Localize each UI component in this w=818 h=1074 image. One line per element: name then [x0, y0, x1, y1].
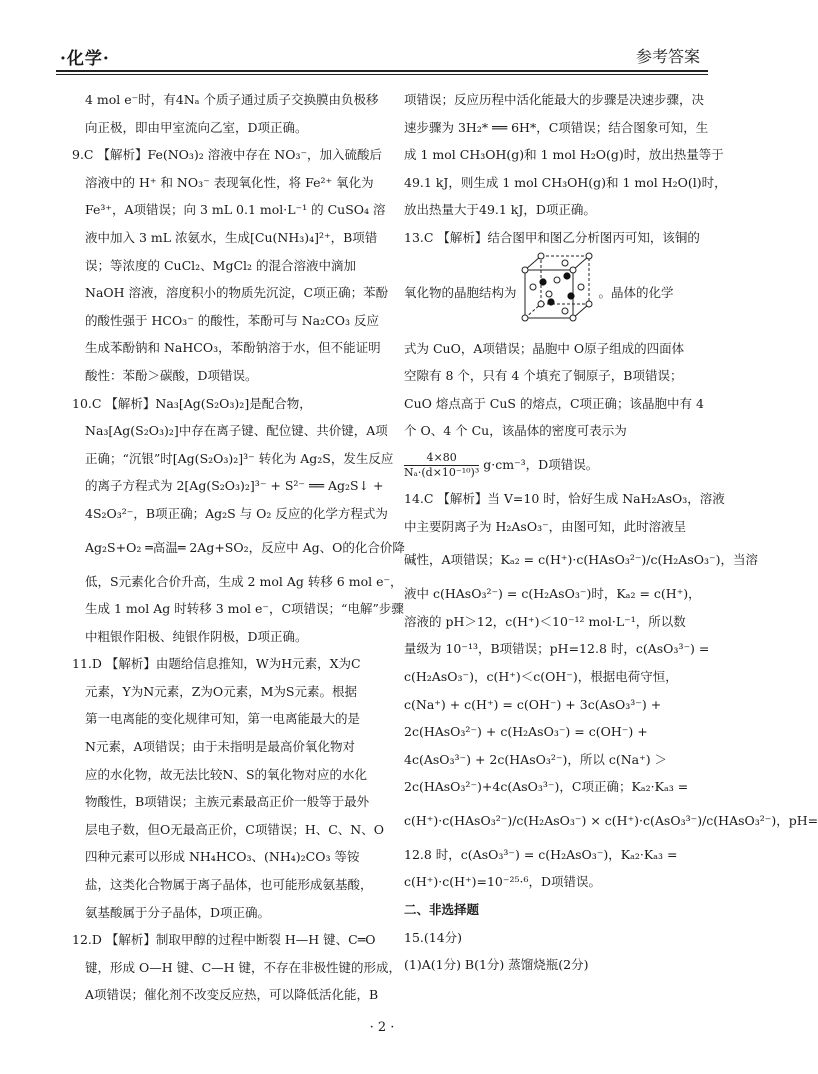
crystal-line [404, 252, 708, 335]
header-rule-thin [56, 74, 708, 75]
text-line: A项错误；催化剂不改变反应热，可以降低活化能，B [85, 987, 379, 1003]
text-line: 10.C 【解析】Na₃[Ag(S₂O₃)₂]是配合物， [72, 395, 312, 411]
text-line: Fe³⁺，A项错误；向 3 mL 0.1 mol·L⁻¹ 的 CuSO₄ 溶 [85, 202, 386, 218]
text-line: c(H⁺)·c(HAsO₃²⁻)/c(H₂AsO₃⁻) × c(H⁺)·c(AsO₃³⁻)/c(HAsO₃²⁻)，pH= [404, 812, 818, 828]
crystal-text-before: 氧化物的晶胞结构为 [404, 284, 517, 300]
text-line: 溶液的 pH＞12，c(H⁺)＜10⁻¹² mol·L⁻¹，所以数 [404, 613, 686, 629]
text-line: 盐，这类化合物属于离子晶体，也可能形成氨基酸， [85, 877, 373, 893]
text-line: 溶液中的 H⁺ 和 NO₃⁻ 表现氧化性，将 Fe²⁺ 氧化为 [85, 174, 374, 190]
text-line: 生成苯酚钠和 NaHCO₃，苯酚钠溶于水，但不能证明 [85, 340, 381, 356]
density-denominator: Nₐ·(d×10⁻¹⁰)³ [404, 465, 480, 479]
text-line: 低，S元素化合价升高，生成 2 mol Ag 转移 6 mol e⁻， [85, 573, 403, 589]
crystal-cell-figure [521, 252, 595, 335]
text-line: 11.D 【解析】由题给信息推知，W为H元素，X为C [72, 656, 361, 672]
page-number: · 2 · [369, 1020, 395, 1035]
text-line: 空隙有 8 个，只有 4 个填充了铜原子，B项错误； [404, 368, 683, 384]
text-line: 向正极，即由甲室流向乙室，D项正确。 [85, 119, 308, 135]
text-line: 键，形成 O—H 键、C—H 键，不存在非极性键的形成， [85, 959, 402, 975]
text-line: 第一电离能的变化规律可知，第一电离能最大的是 [85, 711, 361, 727]
text-line: 四种元素可以形成 NH₄HCO₃、(NH₄)₂CO₃ 等铵 [85, 849, 360, 865]
text-line: 层电子数，但O无最高正价，C项错误；H、C、N、O [85, 821, 384, 837]
text-line: 项错误；反应历程中活化能最大的步骤是决速步骤，决 [404, 92, 705, 107]
text-line: (1)A(1分) B(1分) 蒸馏烧瓶(2分) [404, 957, 589, 973]
text-line: CuO 熔点高于 CuS 的熔点，C项正确；该晶胞中有 4 [404, 395, 704, 411]
text-line: 的离子方程式为 2[Ag(S₂O₃)₂]³⁻ + S²⁻ ══ Ag₂S↓ + [85, 478, 384, 494]
text-line: c(Na⁺) + c(H⁺) = c(OH⁻) + 3c(AsO₃³⁻) + [404, 696, 662, 712]
right-column [404, 86, 818, 979]
text-line: 4c(AsO₃³⁻) + 2c(HAsO₃²⁻)，所以 c(Na⁺) ＞ [404, 751, 668, 767]
text-line: NaOH 溶液，溶度积小的物质先沉淀，C项正确；苯酚 [85, 285, 389, 301]
text-line: 液中 c(HAsO₃²⁻) = c(H₂AsO₃⁻)时，Kₐ₂ = c(H⁺)， [404, 586, 701, 602]
density-formula [404, 445, 708, 485]
text-line: 物酸性，B项错误；主族元素最高正价一般等于最外 [85, 794, 370, 810]
text-line: 酸性：苯酚＞碳酸，D项错误。 [85, 367, 258, 383]
page-header-title: 参考答案 [635, 47, 700, 66]
text-line: 9.C 【解析】Fe(NO₃)₂ 溶液中存在 NO₃⁻，加入硫酸后 [72, 147, 383, 163]
text-line: Ag₂S+O₂ ═高温═ 2Ag+SO₂，反应中 Ag、O的化合价降 [85, 539, 405, 555]
text-line: 液中加入 3 mL 浓氨水，生成[Cu(NH₃)₄]²⁺，B项错 [85, 229, 378, 245]
text-line: 速步骤为 3H₂* ══ 6H*，C项错误；结合图象可知，生 [404, 119, 709, 135]
text-line: 二、非选择题 [404, 902, 480, 918]
density-tail: g·cm⁻³，D项错误。 [483, 456, 599, 472]
header-rule [56, 70, 708, 72]
text-line: N元素，A项错误；由于未指明是最高价氧化物对 [85, 739, 355, 755]
text-line: 正确；“沉银”时[Ag(S₂O₃)₂]³⁻ 转化为 Ag₂S，发生反应 [85, 450, 394, 466]
text-line: c(H₂AsO₃⁻)，c(H⁺)＜c(OH⁻)，根据电荷守恒， [404, 668, 678, 684]
text-line: 氨基酸属于分子晶体，D项正确。 [85, 904, 271, 920]
text-line: 生成 1 mol Ag 时转移 3 mol e⁻，C项错误；“电解”步骤 [85, 601, 404, 617]
text-line: 4 mol e⁻时，有4Nₐ 个质子通过质子交换膜由负极移 [85, 92, 379, 107]
text-line: c(H⁺)·c(H⁺)=10⁻²⁵·⁶，D项错误。 [404, 874, 601, 890]
crystal-text-after: 。晶体的化学 [598, 284, 674, 300]
text-line: 碱性，A项错误；Kₐ₂ = c(H⁺)·c(HAsO₃²⁻)/c(H₂AsO₃⁻)，当溶 [404, 552, 758, 568]
text-line: 放出热量大于49.1 kJ，D项正确。 [404, 202, 596, 218]
text-line: 误；等浓度的 CuCl₂、MgCl₂ 的混合溶液中滴加 [85, 257, 357, 273]
text-line: 中粗银作阳极、纯银作阴极，D项正确。 [85, 628, 308, 644]
text-line: 12.8 时，c(AsO₃³⁻) = c(H₂AsO₃⁻)，Kₐ₂·Kₐ₃ = [404, 846, 678, 862]
text-line: 4S₂O₃²⁻，B项正确；Ag₂S 与 O₂ 反应的化学方程式为 [85, 505, 388, 521]
text-line: 2c(HAsO₃²⁻)+4c(AsO₃³⁻)，C项正确；Kₐ₂·Kₐ₃ = [404, 779, 689, 795]
left-column [60, 86, 405, 1009]
text-line: 14.C 【解析】当 V=10 时，恰好生成 NaH₂AsO₃，溶液 [404, 490, 725, 506]
text-line: 的酸性强于 HCO₃⁻ 的酸性，苯酚可与 Na₂CO₃ 反应 [85, 312, 379, 328]
text-line: 个 O、4 个 Cu，该晶体的密度可表示为 [404, 423, 627, 439]
text-line: 12.D 【解析】制取甲醇的过程中断裂 H—H 键、C═O [72, 932, 376, 948]
subject-label: ·化学· [60, 49, 110, 69]
text-line: 2c(HAsO₃²⁻) + c(H₂AsO₃⁻) = c(OH⁻) + [404, 724, 648, 740]
text-line: 元素，Y为N元素，Z为O元素，M为S元素。根据 [85, 683, 357, 699]
density-fraction [404, 451, 479, 480]
text-line: 式为 CuO，A项错误；晶胞中 O原子组成的四面体 [404, 340, 685, 356]
text-line: 应的水化物，故无法比较N、S的氧化物对应的水化 [85, 766, 368, 782]
text-line: 成 1 mol CH₃OH(g)和 1 mol H₂O(g)时，放出热量等于 [404, 147, 724, 163]
text-line: 中主要阴离子为 H₂AsO₃⁻，由图可知，此时溶液呈 [404, 518, 687, 534]
text-line: 量级为 10⁻¹³，B项错误；pH=12.8 时，c(AsO₃³⁻) = [404, 641, 710, 657]
text-line: Na₃[Ag(S₂O₃)₂]中存在离子键、配位键、共价键，A项 [85, 423, 388, 439]
density-numerator: 4×80 [404, 451, 479, 466]
text-line: 49.1 kJ，则生成 1 mol CH₃OH(g)和 1 mol H₂O(l)时， [404, 174, 727, 190]
text-line: 13.C 【解析】结合图甲和图乙分析图丙可知，该铜的 [404, 229, 700, 245]
text-line: 15.(14分) [404, 929, 463, 945]
